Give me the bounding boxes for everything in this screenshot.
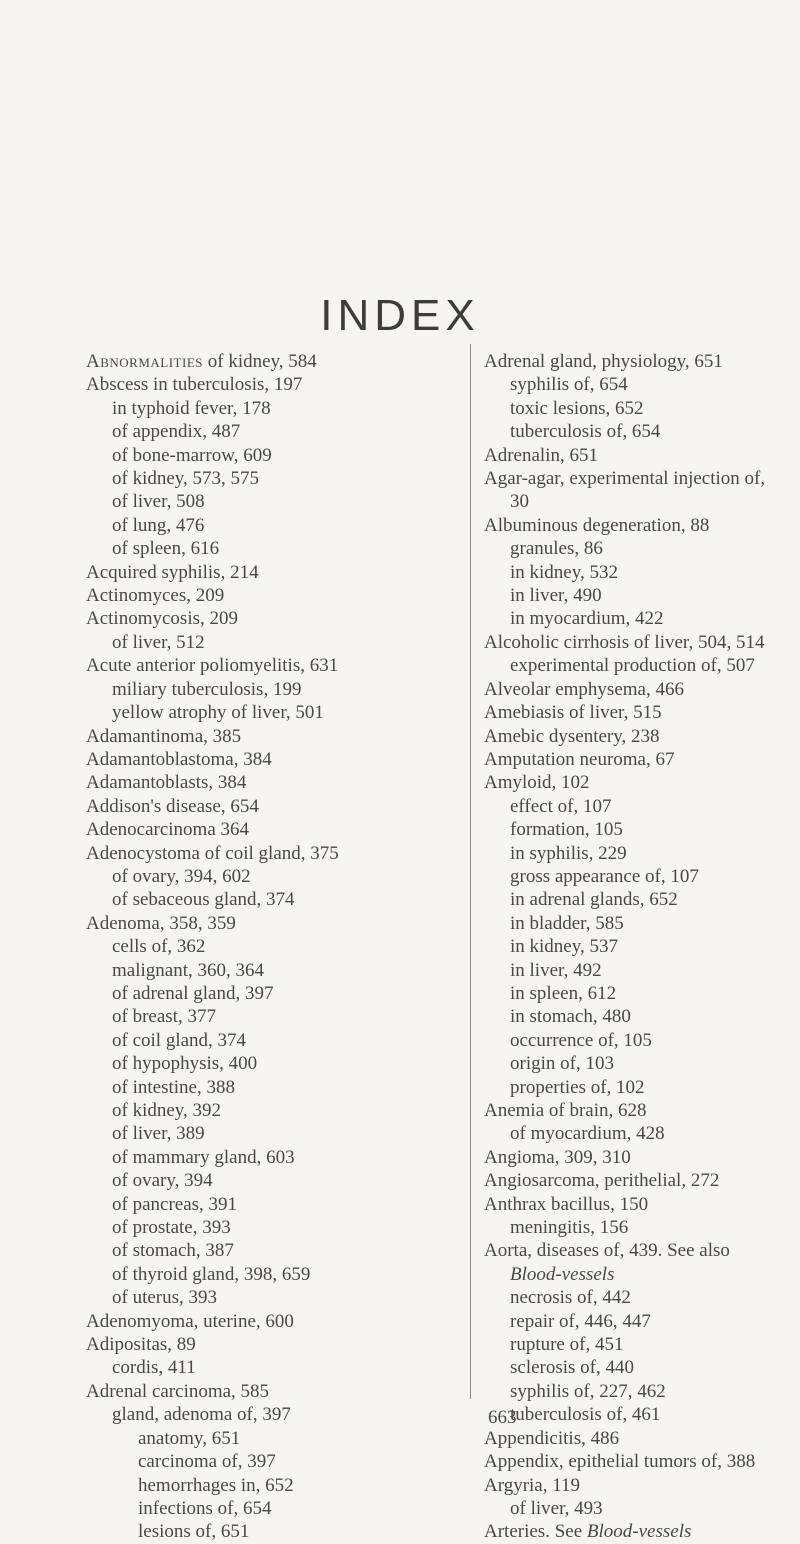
index-entry: Aorta, diseases of, 439. See also	[484, 1240, 730, 1262]
index-entry: Adenocarcinoma 364	[86, 819, 250, 841]
index-subentry: of liver, 389	[112, 1123, 205, 1145]
index-subentry: Blood-vessels	[510, 1263, 615, 1285]
index-entry: Agar-agar, experimental injection of,	[484, 468, 766, 490]
index-subentry: cordis, 411	[112, 1357, 196, 1379]
index-entry: Adipositas, 89	[86, 1334, 196, 1356]
index-subentry: 30	[510, 491, 529, 513]
index-subentry: of appendix, 487	[112, 421, 241, 443]
index-subentry: toxic lesions, 652	[510, 397, 644, 419]
index-subentry: syphilis of, 227, 462	[510, 1380, 666, 1402]
index-subentry: in liver, 490	[510, 585, 602, 607]
index-subentry: of liver, 512	[112, 631, 205, 653]
index-subentry: of kidney, 392	[112, 1100, 222, 1121]
index-entry: Angioma, 309, 310	[484, 1146, 631, 1168]
index-subentry: sclerosis of, 440	[510, 1357, 635, 1379]
index-entry: Acquired syphilis, 214	[86, 561, 259, 583]
index-entry: Adenoma, 358, 359	[86, 912, 236, 934]
index-subentry: rupture of, 451	[510, 1334, 624, 1356]
index-entry: Adrenal carcinoma, 585	[86, 1380, 270, 1402]
index-subentry: of pancreas, 391	[112, 1193, 238, 1215]
page-title: INDEX	[320, 291, 480, 341]
index-subentry: tuberculosis of, 461	[510, 1404, 661, 1426]
index-subentry: of uterus, 393	[112, 1287, 218, 1309]
index-entry: Amebiasis of liver, 515	[484, 702, 662, 724]
index-subentry: of lung, 476	[112, 514, 205, 536]
index-subentry: of prostate, 393	[112, 1217, 231, 1239]
index-subentry: in spleen, 612	[510, 982, 617, 1004]
index-subentry: of mammary gland, 603	[112, 1146, 295, 1168]
index-subentry: of intestine, 388	[112, 1076, 235, 1098]
index-entry: Adenocystoma of coil gland, 375	[86, 842, 339, 864]
index-entry: Abscess in tuberculosis, 197	[86, 374, 303, 396]
index-subentry: gland, adenoma of, 397	[112, 1404, 291, 1426]
index-subentry: of liver, 493	[510, 1497, 603, 1519]
index-subentry: lesions of, 651	[138, 1521, 250, 1543]
index-subentry: meningitis, 156	[510, 1217, 629, 1239]
index-entry: Actinomycosis, 209	[86, 608, 238, 630]
index-subentry: syphilis of, 654	[510, 374, 628, 396]
index-subentry: miliary tuberculosis, 199	[112, 678, 302, 700]
index-entry: Amputation neuroma, 67	[484, 748, 675, 770]
see-reference: Blood-vessels	[586, 1521, 692, 1543]
index-subentry: of breast, 377	[112, 1006, 216, 1028]
page-number: 663	[488, 1407, 517, 1428]
index-subentry: of sebaceous gland, 374	[112, 889, 295, 911]
index-entry: Angiosarcoma, perithelial, 272	[484, 1170, 720, 1192]
index-entry: Appendix, epithelial tumors of, 388	[484, 1451, 756, 1473]
index-entry: Adrenalin, 651	[484, 444, 598, 466]
index-subentry: occurrence of, 105	[510, 1029, 652, 1051]
index-subentry: of adrenal gland, 397	[112, 982, 274, 1004]
index-subentry: formation, 105	[510, 819, 623, 841]
index-subentry: effect of, 107	[510, 795, 612, 817]
index-entry: Adrenal gland, physiology, 651	[484, 351, 723, 372]
index-entry: Amyloid, 102	[484, 772, 590, 794]
index-entry: Adamantoblastoma, 384	[86, 748, 272, 770]
index-entry: Appendicitis, 486	[484, 1427, 620, 1449]
index-entry: Actinomyces, 209	[86, 585, 225, 607]
index-entry: Alcoholic cirrhosis of liver, 504, 514	[484, 631, 765, 653]
index-subentry: cells of, 362	[112, 936, 206, 958]
index-subentry: origin of, 103	[510, 1053, 614, 1075]
index-subentry: in kidney, 537	[510, 936, 619, 958]
index-subentry: yellow atrophy of liver, 501	[112, 702, 324, 724]
index-subentry: in myocardium, 422	[510, 608, 664, 630]
index-subentry: in syphilis, 229	[510, 842, 627, 864]
index-subentry: of myocardium, 428	[510, 1123, 665, 1145]
index-subentry: granules, 86	[510, 538, 603, 560]
index-subentry: tuberculosis of, 654	[510, 421, 661, 443]
index-entry: Argyria, 119	[484, 1474, 581, 1496]
entry-heading-smallcaps: Abnormalities	[86, 351, 203, 372]
index-subentry: of stomach, 387	[112, 1240, 234, 1262]
index-subentry: of ovary, 394	[112, 1170, 213, 1192]
index-subentry: in stomach, 480	[510, 1006, 631, 1028]
index-subentry: infections of, 654	[138, 1497, 272, 1519]
column-divider	[470, 344, 471, 1399]
index-entry: Albuminous degeneration, 88	[484, 514, 710, 536]
index-subentry: in bladder, 585	[510, 912, 624, 934]
index-entry: Adamantinoma, 385	[86, 725, 242, 747]
index-subentry: in typhoid fever, 178	[112, 397, 271, 419]
index-entry: Arteries. See Blood-vessels	[484, 1521, 692, 1543]
index-column-left	[86, 350, 446, 1544]
index-entry: Amebic dysentery, 238	[484, 725, 660, 747]
index-subentry: necrosis of, 442	[510, 1287, 631, 1309]
index-subentry: of coil gland, 374	[112, 1029, 247, 1051]
index-subentry: of thyroid gland, 398, 659	[112, 1263, 311, 1285]
index-subentry: of kidney, 573, 575	[112, 468, 260, 490]
index-entry: Anthrax bacillus, 150	[484, 1193, 649, 1215]
index-entry: Acute anterior poliomyelitis, 631	[86, 655, 339, 677]
index-subentry: carcinoma of, 397	[138, 1451, 276, 1473]
index-subentry: repair of, 446, 447	[510, 1310, 651, 1332]
index-subentry: in adrenal glands, 652	[510, 889, 678, 911]
index-entry: Adamantoblasts, 384	[86, 772, 247, 794]
index-subentry: malignant, 360, 364	[112, 959, 264, 981]
index-subentry: experimental production of, 507	[510, 655, 755, 677]
index-entry: Addison's disease, 654	[86, 795, 259, 817]
index-column-right	[484, 350, 800, 1544]
index-subentry: in liver, 492	[510, 959, 602, 981]
index-entry: Alveolar emphysema, 466	[484, 678, 684, 700]
index-subentry: of liver, 508	[112, 491, 205, 513]
index-subentry: in kidney, 532	[510, 561, 619, 583]
index-entry: Anemia of brain, 628	[484, 1100, 647, 1121]
index-subentry: of bone-marrow, 609	[112, 444, 272, 466]
index-subentry: of ovary, 394, 602	[112, 865, 251, 887]
index-subentry: properties of, 102	[510, 1076, 645, 1098]
index-subentry: anatomy, 651	[138, 1427, 241, 1449]
index-subentry: gross appearance of, 107	[510, 865, 699, 887]
index-entry: Adenomyoma, uterine, 600	[86, 1310, 294, 1332]
index-subentry: hemorrhages in, 652	[138, 1474, 294, 1496]
index-subentry: of hypophysis, 400	[112, 1053, 258, 1075]
index-subentry: of spleen, 616	[112, 538, 220, 560]
index-entry: Abnormalities of kidney, 584	[86, 351, 317, 372]
